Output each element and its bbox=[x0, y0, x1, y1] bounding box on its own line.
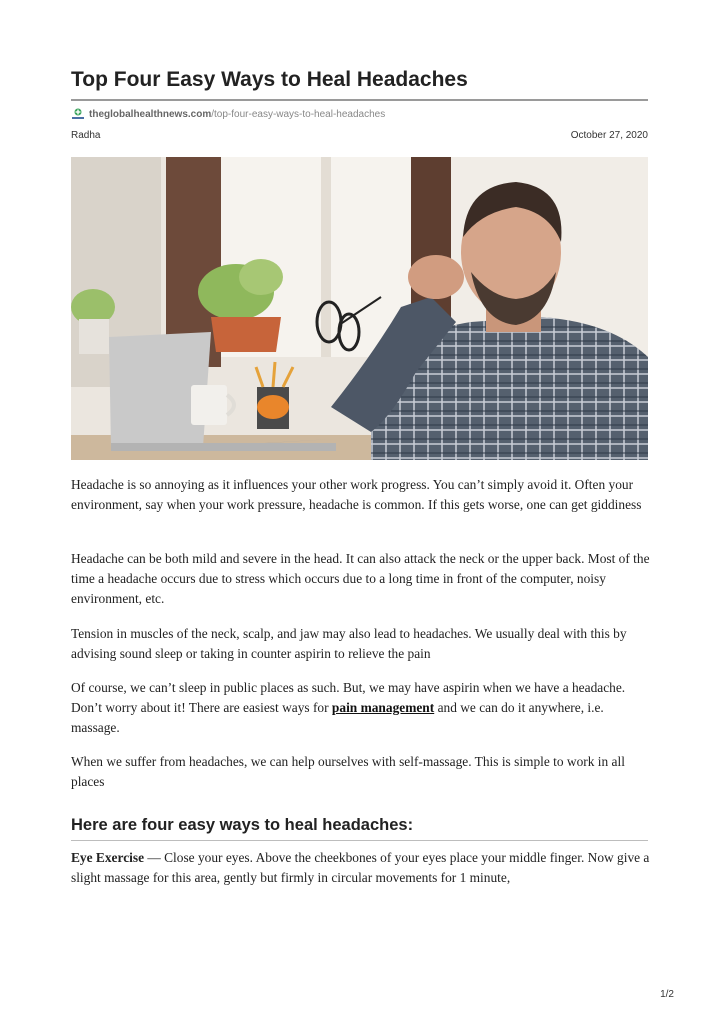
paragraph-4 bbox=[71, 678, 651, 738]
eye-exercise-paragraph bbox=[71, 848, 651, 888]
author-name: Radha bbox=[71, 130, 101, 141]
title-divider bbox=[71, 99, 648, 101]
section-heading: Here are four easy ways to heal headaches: bbox=[71, 816, 414, 834]
article-title: Top Four Easy Ways to Heal Headaches bbox=[71, 68, 468, 91]
paragraph-4-text-start: Of course, we can’t sleep in public places as such. But, we may have aspirin when we have a headache. Don’t worry about it! There are easiest ways for bbox=[71, 680, 626, 715]
source-link[interactable] bbox=[89, 109, 385, 120]
section-divider bbox=[71, 840, 648, 841]
publish-date: October 27, 2020 bbox=[570, 130, 648, 141]
paragraph-2: Headache can be both mild and severe in the head. It can also attack the neck or the upper back. Most of the time a headache occurs due to stress which occurs due to a long time in front of the computer, noisy environment, etc. bbox=[71, 551, 650, 606]
eye-exercise-label: Eye Exercise bbox=[71, 850, 145, 865]
hero-photo-illustration bbox=[71, 157, 648, 460]
paragraph-3: Tension in muscles of the neck, scalp, and jaw may also lead to headaches. We usually deal with this by advising sound sleep or taking in counter aspirin to relieve the pain bbox=[71, 626, 627, 661]
site-logo-icon bbox=[71, 107, 85, 121]
source-path: /top-four-easy-ways-to-heal-headaches bbox=[211, 108, 386, 120]
pain-management-link[interactable]: pain management bbox=[331, 700, 435, 715]
hero-image bbox=[71, 157, 648, 460]
source-domain: theglobalhealthnews.com bbox=[89, 108, 212, 120]
eye-exercise-text: — Close your eyes. Above the cheekbones of your eyes place your middle finger. Now give a slight massage for this area, gently but firmly in circular movements for 1 minute, bbox=[71, 850, 650, 885]
paragraph-5: When we suffer from headaches, we can help ourselves with self-massage. This is simple to work in all places bbox=[71, 754, 625, 789]
page-number: 1/2 bbox=[660, 989, 674, 1000]
paragraph-1: Headache is so annoying as it influences your other work progress. You can’t simply avoid it. Often your environment, say when your work pressure, headache is common. If this gets worse, one can get giddiness bbox=[71, 477, 642, 512]
paragraph-4-text-end: and we can do it anywhere, i.e. massage. bbox=[71, 700, 604, 735]
source-line bbox=[71, 105, 385, 123]
